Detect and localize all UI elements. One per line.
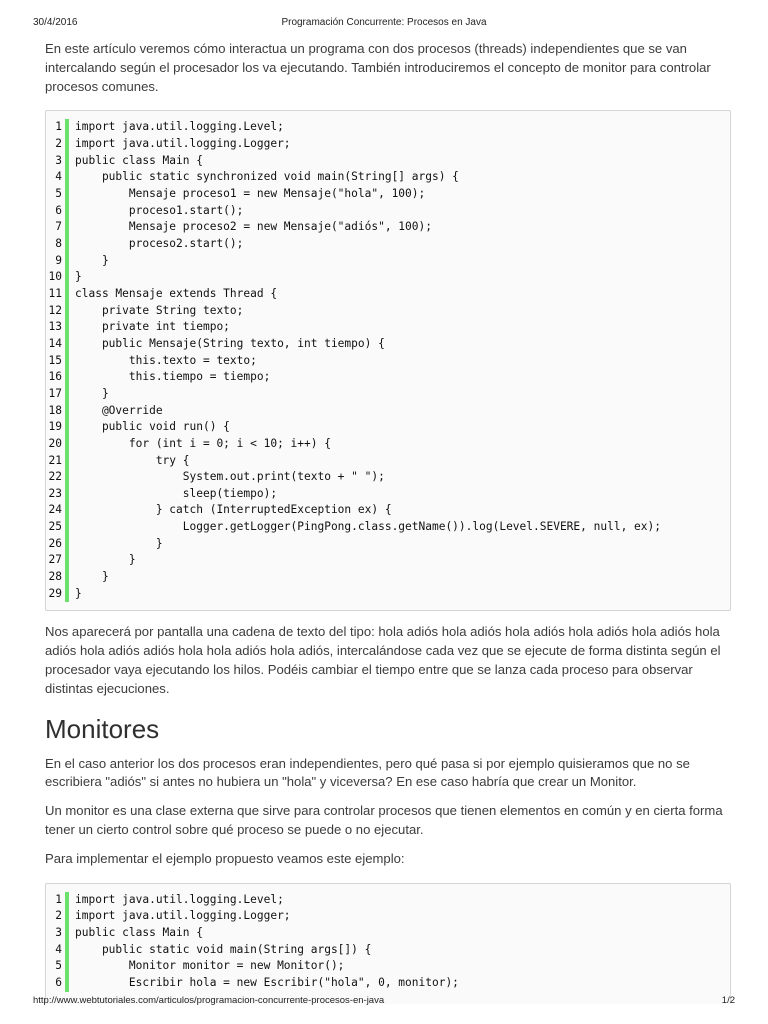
code-line: }	[75, 270, 82, 284]
line-number-gutter	[46, 119, 69, 602]
code-line: }	[75, 536, 163, 550]
line-number: 22	[48, 470, 62, 484]
line-number: 29	[48, 586, 62, 600]
monitores-paragraph-1: En el caso anterior los dos procesos eran independientes, pero qué pasa si por ejemplo quisieramos que no se escribiera "adiós" si antes no hubiera un "hola" y viceversa? En ese caso habría que crear un Monitor.	[45, 755, 690, 790]
line-number: 19	[48, 420, 62, 434]
line-number: 10	[48, 270, 62, 284]
line-number: 14	[48, 336, 62, 350]
line-number: 7	[55, 220, 62, 234]
code-lines	[69, 119, 661, 602]
print-footer	[33, 995, 735, 1009]
code-line: public Mensaje(String texto, int tiempo) {	[75, 336, 385, 350]
code-line: }	[75, 253, 109, 267]
code-line: public void run() {	[75, 420, 230, 434]
section-heading-monitores: Monitores	[45, 713, 160, 744]
output-description-paragraph: Nos aparecerá por pantalla una cadena de texto del tipo: hola adiós hola adiós hola adiós hola adiós hola adiós hola adiós hola adiós adiós hola hola adiós hola adiós, intercalándose cada vez que se ejecute de forma distinta según el procesador vaya ejecutando los hilos. Podéis cambiar el tiempo entre que se lanza cada proceso para observar distintas ejecuciones.	[45, 624, 721, 696]
line-number: 28	[48, 570, 62, 584]
line-number: 8	[55, 236, 62, 250]
code-block-2	[45, 883, 731, 1004]
code-line: import java.util.logging.Logger;	[75, 137, 291, 151]
line-number: 13	[48, 320, 62, 334]
line-number: 5	[55, 959, 62, 973]
line-number: 2	[55, 137, 62, 151]
code-line: private String texto;	[75, 303, 244, 317]
line-number: 11	[48, 286, 62, 300]
code-line: class Mensaje extends Thread {	[75, 286, 278, 300]
code-line: Mensaje proceso1 = new Mensaje("hola", 100);	[75, 187, 426, 201]
line-number: 4	[55, 170, 62, 184]
article-content	[45, 40, 731, 1016]
code-line: public static void main(String args[]) {	[75, 942, 372, 956]
line-number: 25	[48, 520, 62, 534]
code-line: }	[75, 386, 109, 400]
line-number: 27	[48, 553, 62, 567]
code-lines	[69, 892, 459, 992]
line-number: 26	[48, 536, 62, 550]
line-number: 3	[55, 153, 62, 167]
print-date: 30/4/2016	[33, 17, 78, 28]
line-number: 2	[55, 909, 62, 923]
intro-paragraph: En este artículo veremos cómo interactua un programa con dos procesos (threads) independientes que se van intercalando según el procesador los va ejecutando. También introduciremos el concepto de monitor para controlar procesos comunes.	[45, 41, 711, 94]
line-number: 15	[48, 353, 62, 367]
print-header	[33, 17, 735, 31]
code-line: }	[75, 553, 136, 567]
page-number: 1/2	[721, 995, 735, 1006]
line-number: 24	[48, 503, 62, 517]
line-number: 5	[55, 187, 62, 201]
line-number-gutter	[46, 892, 69, 992]
code-line: public class Main {	[75, 925, 203, 939]
line-number: 20	[48, 436, 62, 450]
code-line: Monitor monitor = new Monitor();	[75, 959, 345, 973]
line-number: 17	[48, 386, 62, 400]
code-line: import java.util.logging.Level;	[75, 120, 284, 134]
line-number: 6	[55, 975, 62, 989]
line-number: 1	[55, 892, 62, 906]
line-number: 6	[55, 203, 62, 217]
line-number: 18	[48, 403, 62, 417]
line-number: 16	[48, 370, 62, 384]
code-line: } catch (InterruptedException ex) {	[75, 503, 392, 517]
code-line: @Override	[75, 403, 163, 417]
document-title: Programación Concurrente: Procesos en Java	[281, 17, 487, 28]
code-line: System.out.print(texto + " ");	[75, 470, 385, 484]
code-line: private int tiempo;	[75, 320, 230, 334]
code-line: this.texto = texto;	[75, 353, 257, 367]
code-line: Logger.getLogger(PingPong.class.getName()).log(Level.SEVERE, null, ex);	[75, 520, 661, 534]
code-line: import java.util.logging.Level;	[75, 892, 284, 906]
code-line: for (int i = 0; i < 10; i++) {	[75, 436, 331, 450]
code-line: }	[75, 570, 109, 584]
line-number: 12	[48, 303, 62, 317]
code-block-1	[45, 110, 731, 611]
line-number: 23	[48, 486, 62, 500]
line-number: 1	[55, 120, 62, 134]
code-line: public class Main {	[75, 153, 203, 167]
code-line: proceso2.start();	[75, 236, 244, 250]
code-line: }	[75, 586, 82, 600]
code-line: proceso1.start();	[75, 203, 244, 217]
monitores-paragraph-3: Para implementar el ejemplo propuesto veamos este ejemplo:	[45, 850, 405, 866]
line-number: 3	[55, 925, 62, 939]
code-line: this.tiempo = tiempo;	[75, 370, 271, 384]
line-number: 4	[55, 942, 62, 956]
code-line: import java.util.logging.Logger;	[75, 909, 291, 923]
code-line: try {	[75, 453, 190, 467]
line-number: 9	[55, 253, 62, 267]
code-line: Escribir hola = new Escribir("hola", 0, monitor);	[75, 975, 459, 989]
code-line: public static synchronized void main(String[] args) {	[75, 170, 459, 184]
code-line: Mensaje proceso2 = new Mensaje("adiós", 100);	[75, 220, 432, 234]
source-url-link[interactable]: http://www.webtutoriales.com/articulos/programacion-concurrente-procesos-en-java	[33, 995, 385, 1006]
line-number: 21	[48, 453, 62, 467]
monitores-paragraph-2: Un monitor es una clase externa que sirve para controlar procesos que tienen elementos en común y en cierta forma tener un cierto control sobre qué proceso se puede o no ejecutar.	[45, 803, 723, 837]
code-line: sleep(tiempo);	[75, 486, 278, 500]
